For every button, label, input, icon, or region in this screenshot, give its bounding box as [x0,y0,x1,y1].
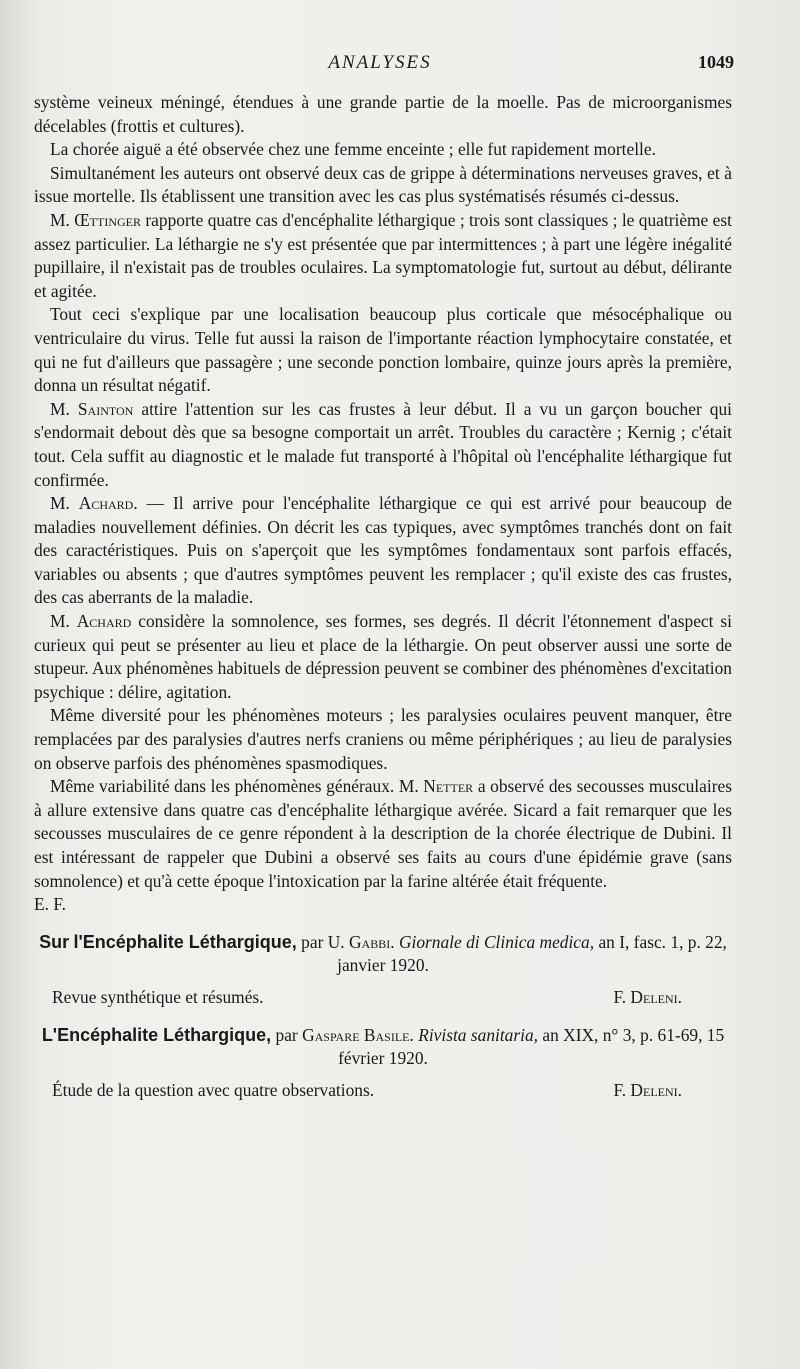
running-title: ANALYSES [328,52,432,73]
paragraph: Même diversité pour les phénomènes moteurs ; les paralysies oculaires peuvent manquer, être remplacées par des paralysies d'autres nerfs craniens ou même périphériques ; au lieu de paralysies on observe parfois des phénomènes spasmodiques. [34,705,732,773]
citation [34,931,732,978]
citation-title: l'Encéphalite Léthargique, [73,931,297,952]
paragraph-text: a observé des secousses musculaires à allure extensive dans quatre cas d'encéphalite léthargique avérée. Sicard a fait remarquer que les secousses musculaires de ce genre répondent à la description de la chorée électrique de Dubini. Il est intéressant de rappeler que Dubini a observé ses faits au cours d'une épidémie grave (sans somnolence) et qu'à cette époque l'intoxication par la farine altérée était fréquente. [34,776,732,891]
citation-prefix: Sur [39,931,70,952]
paragraph: système veineux méningé, étendues à une grande partie de la moelle. Pas de microorganismes décelables (frottis et cultures). [34,92,732,136]
summary-row [34,1079,732,1103]
reviewer: F. Deleni. [613,986,682,1007]
citation-author: Gaspare Basile. [302,1024,414,1045]
author-name: Achard [76,611,132,632]
paragraph: Tout ceci s'explique par une localisation beaucoup plus corticale que mésocéphalique ou ventriculaire du virus. Telle fut aussi la raison de l'importante réaction lymphocytaire constatée, et qui ne fut d'ailleurs que passagère ; une seconde ponction lombaire, quinze jours après la première, donna un résultat négatif. [34,304,732,396]
paragraph-achard-1 [34,492,732,610]
paragraph-text: rapporte quatre cas d'encéphalite léthargique ; trois sont classiques ; le quatrième est assez particulier. La léthargie ne s'y est présentée que par intermittences ; à part une légère inégalité pupillaire, il n'existait pas de troubles oculaires. La symptomatologie fut, surtout au début, délirante et agitée. [34,209,732,301]
reviewer: F. Deleni. [613,1079,682,1100]
bibliography-entry [34,1024,732,1103]
paragraph-oettinger [34,209,732,303]
citation [34,1024,732,1071]
paragraph-netter [34,775,732,893]
article-body [34,91,732,1102]
running-head [0,52,800,78]
title-prefix: M. [50,493,70,514]
author-name: Sainton [77,398,134,419]
citation-by: par [301,931,324,952]
citation-details: an I, fasc. 1, p. 22, janvier 1920. [337,931,727,976]
paragraph-text: attire l'attention sur les cas frustes à leur début. Il a vu un garçon boucher qui s'endormait debout dès que sa besogne comportait un arrêt. Troubles du caractère ; Kernig ; c'était tout. Cela suffit au diagnostic et le malade fut transporté à l'hôpital où l'encéphalite léthargique fut confirmée. [34,398,732,490]
paragraph-text: — Il arrive pour l'encéphalite léthargique ce qui est arrivé pour beaucoup de maladies nouvellement définies. On décrit les cas typiques, avec symptômes tranchés dont on fait des caractéristiques. Puis on s'aperçoit que les symptômes fondamentaux sont parfois effacés, variables ou absents ; que d'autres symptômes peuvent les remplacer ; qu'il existe des cas frustes, des cas aberrants de la maladie. [34,493,732,608]
citation-journal: Rivista sanitaria, [418,1024,539,1045]
summary: Revue synthétique et résumés. [52,986,264,1007]
paragraph: La chorée aiguë a été observée chez une femme enceinte ; elle fut rapidement mortelle. [50,139,656,160]
author-name: Achard. [78,493,138,514]
author-name: Œttinger [74,209,141,230]
citation-details: an XIX, n° 3, p. 61-69, 15 février 1920. [338,1024,725,1069]
summary: Étude de la question avec quatre observations. [52,1079,375,1100]
citation-author: U. Gabbi. [327,931,395,952]
paragraph-text: considère la somnolence, ses formes, ses degrés. Il décrit l'étonnement d'aspect si curieux qui peut se présenter au lieu et place de la léthargie. On peut observer aussi une sorte de stupeur. Aux phénomènes habituels de dépression peuvent se combiner des phénomènes d'excitation psychique : délire, agitation. [34,611,732,702]
title-prefix: M. [50,398,70,419]
author-name: Netter [423,776,474,797]
title-prefix: M. [50,611,70,632]
title-prefix: M. [50,209,70,230]
paragraph: Simultanément les auteurs ont observé deux cas de grippe à déterminations nerveuses graves, et à issue mortelle. Ils établissent une transition avec les cas plus systématisés résumés ci-dessus. [34,162,732,207]
citation-by: par [275,1024,298,1045]
bibliography-entry [34,931,732,1010]
citation-journal: Giornale di Clinica medica, [398,931,595,952]
page-number: 1049 [698,52,734,72]
paragraph-lead: Même variabilité dans les phénomènes généraux. M. [50,776,419,797]
citation-title: L'Encéphalite Léthargique, [41,1024,272,1045]
paragraph-achard-2 [34,610,732,704]
summary-row [34,986,732,1010]
paragraph-sainton [34,398,732,492]
signature: E. F. [34,894,66,915]
